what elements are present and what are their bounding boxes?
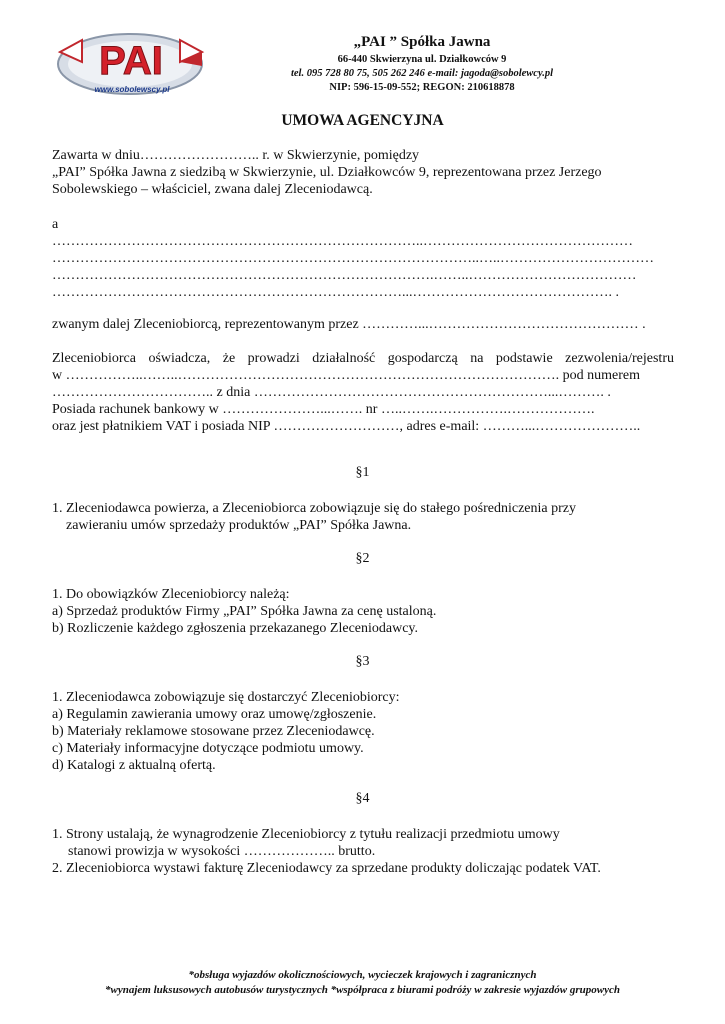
section-1-point-1: 1. Zleceniodawca powierza, a Zleceniobiorca zobowiązuje się do stałego pośredniczenia przy <box>52 501 576 516</box>
intro-line-2: „PAI” Spółka Jawna z siedzibą w Skwierzynie, ul. Działkowców 9, reprezentowana przez Jerzego <box>52 165 602 180</box>
company-contact: tel. 095 728 80 75, 505 262 246 e-mail: jagoda@sobolewcy.pl <box>290 68 554 79</box>
footer-line-2: *wynajem luksusowych autobusów turystycznych *współpraca z biurami podróży w zakresie wyjazdów grupowych <box>105 984 620 996</box>
section-3-item-d: d) Katalogi z aktualną ofertą. <box>52 758 216 773</box>
section-2-item-a: a) Sprzedaż produktów Firmy „PAI” Spółka Jawna za cenę ustaloną. <box>52 604 437 619</box>
section-2-point-1: 1. Do obowiązków Zleceniobiorcy należą: <box>52 587 290 602</box>
declaration-line-1: Zleceniobiorca oświadcza, że prowadzi działalność gospodarczą na podstawie zezwolenia/rejestru <box>52 351 674 366</box>
section-4-point-2: 2. Zleceniobiorca wystawi fakturę Zleceniodawcy za sprzedane produkty doliczając podatek VAT. <box>52 861 601 876</box>
company-logo <box>52 22 210 98</box>
declaration-line-2: w ……………..……..………………………………………………………………………. pod numerem <box>52 368 640 383</box>
section-4-point-1: 1. Strony ustalają, że wynagrodzenie Zleceniobiorcy z tytułu realizacji przedmiotu umowy <box>52 827 560 842</box>
section-3-item-a: a) Regulamin zawierania umowy oraz umowę/zgłoszenie. <box>52 707 377 722</box>
document-title: UMOWA AGENCYJNA <box>281 112 444 129</box>
company-address: 66-440 Skwierzyna ul. Działkowców 9 <box>337 54 507 65</box>
section-1-point-1-cont: zawieraniu umów sprzedaży produktów „PAI” Spółka Jawna. <box>66 518 412 533</box>
section-2-item-b: b) Rozliczenie każdego zgłoszenia przekazanego Zleceniodawcy. <box>52 621 419 636</box>
section-3-item-c: c) Materiały informacyjne dotyczące podmiotu umowy. <box>52 741 364 756</box>
logo-url: www.sobolewscy.pl <box>94 85 170 94</box>
party-a: a <box>52 217 59 232</box>
declaration-line-4: Posiada rachunek bankowy w …………………...……. nr …..…….…………….………………. <box>52 402 595 417</box>
company-name: „PAI ” Spółka Jawna <box>353 34 491 50</box>
section-3-item-b: b) Materiały reklamowe stosowane przez Zleceniodawcę. <box>52 724 375 739</box>
declaration-line-5: oraz jest płatnikiem VAT i posiada NIP ………………………, adres e-mail: ………...………………….. <box>52 419 641 434</box>
section-3-heading: §3 <box>355 654 370 669</box>
party-dots-3: ……………………………………………………………………….……..……………………………… <box>52 268 637 283</box>
intro-line-1: Zawarta w dniu…………………….. r. w Skwierzynie, pomiędzy <box>52 148 420 163</box>
company-ids: NIP: 596-15-09-552; REGON: 210618878 <box>329 82 515 93</box>
representative-line: zwanym dalej Zleceniobiorcą, reprezentowanym przez …………...……………………………………… . <box>52 317 646 332</box>
declaration-line-3: …………………………….. z dnia ………………………………………………………...………. . <box>52 385 611 400</box>
section-4-heading: §4 <box>355 791 370 806</box>
section-4-point-1-cont: stanowi prowizja w wysokości ……………….. brutto. <box>68 844 376 859</box>
section-3-point-1: 1. Zleceniodawca zobowiązuje się dostarczyć Zleceniobiorcy: <box>52 690 400 705</box>
footer-line-1: *obsługa wyjazdów okolicznościowych, wycieczek krajowych i zagranicznych <box>188 969 537 981</box>
section-1-heading: §1 <box>355 465 370 480</box>
party-dots-1: ……………………………………………………………………..……………………………………… <box>52 234 633 249</box>
intro-line-3: Sobolewskiego – właściciel, zwana dalej Zleceniodawcą. <box>52 182 373 197</box>
section-2-heading: §2 <box>355 551 370 566</box>
party-dots-4: …………………………………………………………………...……………………………………. . <box>52 285 619 300</box>
logo-text: PAI <box>99 39 163 83</box>
party-dots-2: ………………………………………………………………………………..…..…………………………… <box>52 251 654 266</box>
